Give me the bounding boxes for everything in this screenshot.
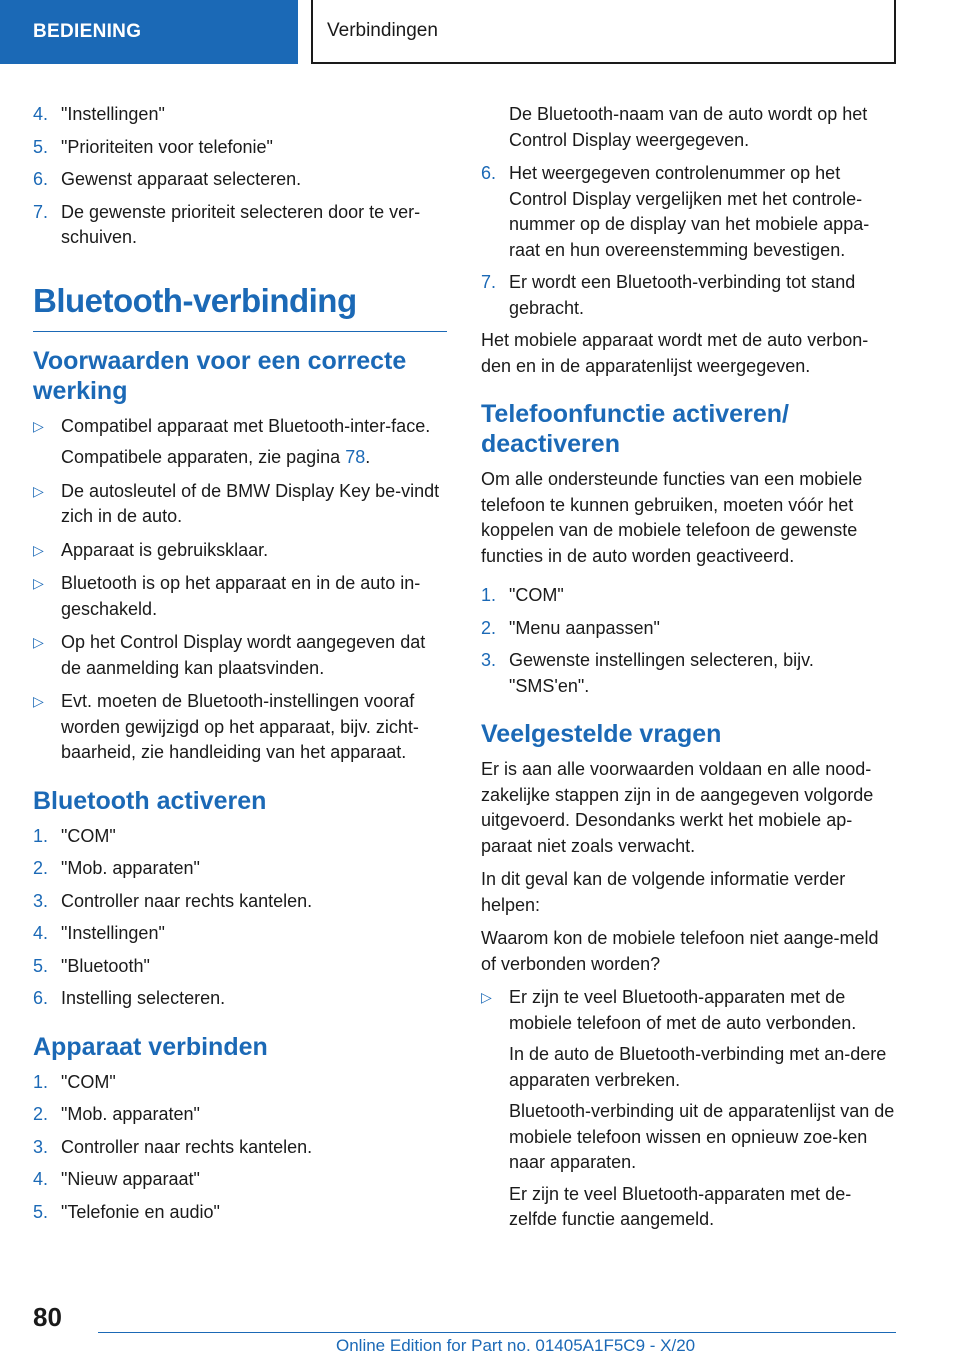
note: In de auto de Bluetooth-verbinding met an-dere apparaten verbreken.: [509, 1044, 887, 1090]
list-item: ▷ De autosleutel of de BMW Display Key be-vindt zich in de auto.: [33, 480, 440, 526]
connect-steps-continued: [481, 161, 895, 321]
page-number: 80: [33, 1302, 62, 1332]
chapter-title: Verbindingen: [327, 20, 438, 41]
right-column: [481, 102, 895, 1241]
main-heading: Bluetooth-verbinding: [33, 281, 447, 332]
footer-edition: Online Edition for Part no. 01405A1F5C9 - X/20: [336, 1336, 696, 1355]
list-item: 4. "Nieuw apparaat": [33, 1169, 200, 1189]
connect-heading: Apparaat verbinden: [33, 1032, 268, 1061]
list-item: 6. Instelling selecteren.: [33, 988, 226, 1008]
list-item: 3. Controller naar rechts kantelen.: [33, 890, 313, 911]
list-item: 4. "Instellingen": [33, 104, 165, 124]
left-column: [33, 102, 447, 1232]
note: Er zijn te veel Bluetooth-apparaten met de-zelfde functie aangemeld.: [509, 1183, 852, 1229]
triangle-bullet-icon: ▷: [33, 541, 44, 558]
note: Bluetooth-verbinding uit de apparatenlijst van de mobiele telefoon wissen en opnieuw zoe-ken naar apparaten.: [509, 1101, 895, 1172]
triangle-bullet-icon: ▷: [33, 417, 44, 434]
page-link[interactable]: 78: [345, 447, 366, 467]
activate-steps: [33, 824, 447, 1012]
continued-paragraph: De Bluetooth-naam van de auto wordt op het Control Display weergegeven.: [509, 104, 868, 150]
phone-function-heading: Telefoonfunctie activeren/ deactiveren: [481, 400, 789, 458]
list-item: ▷ Compatibel apparaat met Bluetooth-inter-face. Compatibele apparaten, zie pagina 78.: [33, 414, 447, 471]
connect-steps: [33, 1070, 447, 1226]
faq-heading: Veelgestelde vragen: [481, 720, 722, 748]
triangle-bullet-icon: ▷: [33, 634, 44, 650]
triangle-bullet-icon: ▷: [33, 693, 44, 709]
list-item: 2. "Menu aanpassen": [481, 617, 660, 638]
list-item: 5. "Telefonie en audio": [33, 1201, 220, 1222]
requirements-heading: Voorwaarden voor een correcte werking: [33, 346, 407, 405]
faq-paragraph: Er is aan alle voorwaarden voldaan en alle nood-zakelijke stappen zijn in de aangegeven volgorde uitgevoerd. Desondanks werkt het mobiele ap-paraat niet zoals verwacht.: [481, 759, 874, 856]
list-item: 5. "Bluetooth": [33, 955, 150, 976]
chapter-tab: [311, 0, 896, 64]
list-item: ▷ Er zijn te veel Bluetooth-apparaten met de mobiele telefoon of met de auto verbonden. In de auto de Bluetooth-verbinding met an-dere apparaten verbreken. Bluetooth-verbinding uit de apparatenlijst van de mobiele telefoon wissen en opnieuw zoe-ken naar apparaten. Er zijn te veel Bluetooth-apparaten met de-zelfde functie aangemeld.: [481, 985, 895, 1233]
list-item: 6. Gewenst apparaat selecteren.: [33, 169, 302, 189]
result-paragraph: Het mobiele apparaat wordt met de auto verbon-den en in de apparatenlijst weergegeven.: [481, 330, 869, 376]
phone-steps: [481, 583, 895, 699]
faq-paragraph: In dit geval kan de volgende informatie verder helpen:: [481, 869, 846, 915]
list-item: 1. "COM": [481, 585, 564, 605]
list-item: 6. Het weergegeven controlenummer op het Control Display vergelijken met het controle-nummer op de display van het mobiele appa-raat en hun overeenstemming bevestigen.: [481, 163, 870, 260]
list-item: 5. "Prioriteiten voor telefonie": [33, 136, 273, 157]
list-item: 4. "Instellingen": [33, 923, 165, 943]
triangle-bullet-icon: ▷: [33, 575, 44, 591]
requirements-list: [33, 414, 447, 766]
steps-top-list: [33, 102, 447, 251]
list-item: 1. "COM": [33, 825, 116, 846]
triangle-bullet-icon: ▷: [33, 482, 44, 499]
faq-question: Waarom kon de mobiele telefoon niet aange-meld of verbonden worden?: [481, 928, 879, 974]
footer-divider: [98, 1332, 896, 1333]
list-item: 3. Gewenste instellingen selecteren, bijv. "SMS'en".: [481, 650, 814, 696]
list-item: 2. "Mob. apparaten": [33, 858, 200, 878]
list-item: ▷ Evt. moeten de Bluetooth-instellingen vooraf worden gewijzigd op het apparaat, bijv. zicht-baarheid, zie handleiding van het apparaat.: [33, 691, 419, 762]
activate-heading: Bluetooth activeren: [33, 786, 267, 815]
list-item: ▷ Apparaat is gebruiksklaar.: [33, 538, 447, 564]
triangle-bullet-icon: ▷: [481, 989, 492, 1005]
list-item: 2. "Mob. apparaten": [33, 1104, 200, 1124]
note: Compatibele apparaten, zie pagina 78.: [61, 447, 371, 467]
list-item: 1. "COM": [33, 1071, 116, 1092]
list-item: 7. Er wordt een Bluetooth-verbinding tot stand gebracht.: [481, 272, 856, 318]
list-item: 3. Controller naar rechts kantelen.: [33, 1136, 313, 1157]
section-title: BEDIENING: [33, 21, 142, 42]
list-item: ▷ Op het Control Display wordt aangegeven dat de aanmelding kan plaatsvinden.: [33, 632, 426, 678]
section-tab: [0, 0, 298, 64]
list-item: 7. De gewenste prioriteit selecteren door te ver-schuiven.: [33, 201, 421, 247]
list-item: ▷ Bluetooth is op het apparaat en in de auto in-geschakeld.: [33, 573, 421, 619]
phone-intro: Om alle ondersteunde functies van een mobiele telefoon te kunnen gebruiken, moeten vóór het koppelen van de mobiele telefoon de gewenste functies in de auto worden geactiveerd.: [481, 469, 863, 566]
faq-list: [481, 985, 895, 1233]
